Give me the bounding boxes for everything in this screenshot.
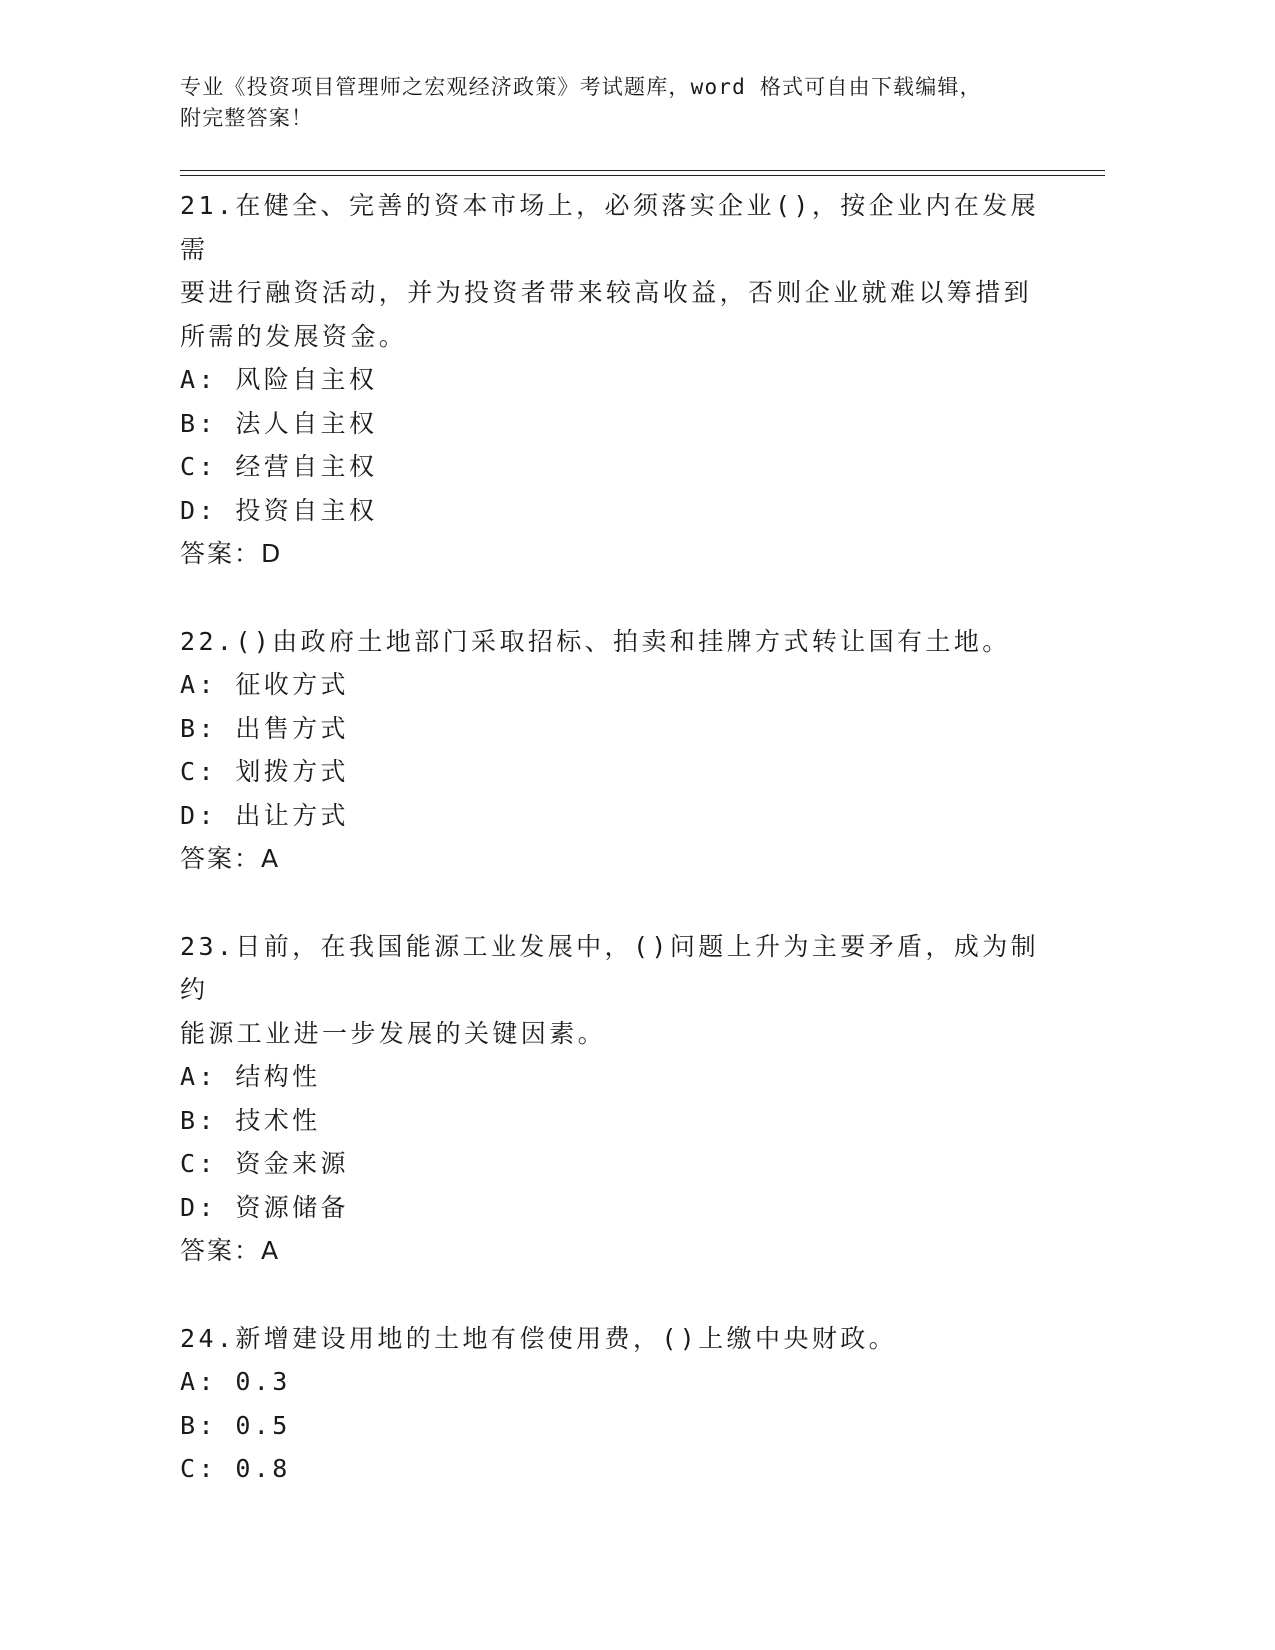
option-c: C: 0.8	[180, 1454, 291, 1483]
document-header	[180, 72, 1060, 134]
answer-line: 答案：D	[180, 539, 283, 568]
option-d: D: 资源储备	[180, 1192, 349, 1222]
question-spacer	[180, 576, 1050, 620]
option-a: A: 0.3	[180, 1367, 291, 1396]
question-text-line: 要进行融资活动，并为投资者带来较高收益，否则企业就难以筹措到	[180, 278, 1033, 307]
option-b: B: 0.5	[180, 1410, 291, 1440]
answer-line: 答案：A	[180, 844, 281, 873]
question-text-line: 24.新增建设用地的土地有偿使用费，()上缴中央财政。	[180, 1323, 898, 1353]
question-text-line: 所需的发展资金。	[180, 321, 408, 351]
question-list	[180, 184, 1050, 1491]
header-rule-bottom	[180, 175, 1105, 176]
question-spacer	[180, 1273, 1050, 1317]
option-a: A: 结构性	[180, 1062, 321, 1091]
option-d: D: 投资自主权	[180, 495, 378, 525]
header-rule-top	[180, 170, 1105, 171]
question-text-line: 22.()由政府土地部门采取招标、拍卖和挂牌方式转让国有土地。	[180, 626, 1011, 656]
answer-line: 答案：A	[180, 1236, 281, 1265]
option-b: B: 法人自主权	[180, 408, 378, 438]
option-a: A: 征收方式	[180, 670, 349, 699]
option-a: A: 风险自主权	[180, 365, 378, 394]
question-text-line: 23.日前，在我国能源工业发展中，()问题上升为主要矛盾，成为制约	[180, 931, 1040, 1004]
question-24	[180, 1317, 1050, 1491]
header-line-2: 附完整答案！	[180, 106, 314, 130]
question-21	[180, 184, 1050, 576]
question-22	[180, 620, 1050, 881]
question-text-line: 能源工业进一步发展的关键因素。	[180, 1018, 607, 1048]
header-line-1: 专业《投资项目管理师之宏观经济政策》考试题库，word 格式可自由下载编辑，	[180, 75, 982, 99]
option-b: B: 技术性	[180, 1105, 321, 1135]
option-c: C: 经营自主权	[180, 452, 378, 481]
question-spacer	[180, 881, 1050, 925]
option-c: C: 资金来源	[180, 1149, 349, 1178]
option-c: C: 划拨方式	[180, 757, 349, 786]
option-d: D: 出让方式	[180, 800, 349, 830]
question-text-line: 21.在健全、完善的资本市场上，必须落实企业()，按企业内在发展需	[180, 191, 1040, 264]
question-23	[180, 925, 1050, 1273]
option-b: B: 出售方式	[180, 713, 349, 743]
